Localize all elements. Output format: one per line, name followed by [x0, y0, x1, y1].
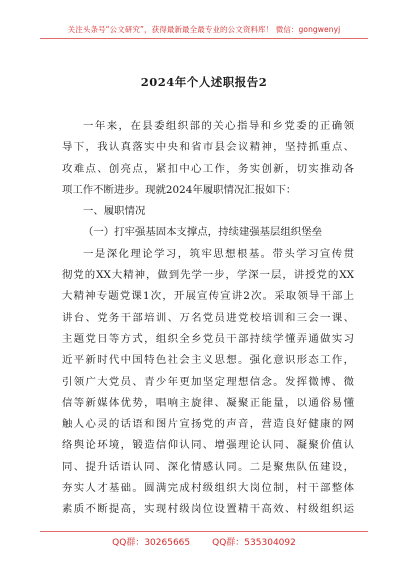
subsection-heading: （一）打牢强基固本支撑点，持续建强基层组织堡垒 — [83, 226, 322, 239]
section-heading: 一、履职情况 — [83, 205, 146, 218]
body-line: 讲台、党务干部培训、万名党员进党校培训和三会一课、 — [62, 311, 354, 324]
body-line: 导下，我认真落实中央和省市县会议精神，坚持抓重点、 — [62, 141, 354, 154]
body-line: 近平新时代中国特色社会主义思想。强化意识形态工作， — [62, 354, 354, 367]
body-line: 络舆论环境，锻造信仰认同、增强理论认同、凝聚价值认 — [62, 439, 354, 452]
body-line: 彻党的XX大精神，做到先学一步，学深一层，讲授党的XX — [62, 269, 354, 282]
body-line: 触人心灵的话语和图片宣扬党的声音，营造良好健康的网 — [62, 418, 354, 431]
body-line: 素质不断提高，实现村级岗位设置精干高效、村级组织运 — [62, 503, 354, 516]
body-line: 主题党日等方式，组织全乡党员干部持续学懂弄通做实习 — [62, 332, 354, 345]
body-line: 同、提升话语认同、深化情感认同。二是聚焦队伍建设， — [62, 460, 354, 473]
document-body — [62, 116, 354, 521]
footer — [0, 535, 408, 548]
body-line: 引领广大党员、青少年更加坚定理想信念。发挥微博、微 — [62, 375, 354, 388]
body-line: 大精神专题党课1次，开展宣传宣讲2次。采取领导干部上 — [62, 290, 354, 303]
header-banner: 关注头条号“公文研究”，获得最新最全最专业的公文资料库！ 微信：gongwenyj — [67, 25, 341, 34]
footer-qq-group-1: QQ群：30265665 — [112, 538, 191, 548]
body-line: 一年来，在县委组织部的关心指导和乡党委的正确领 — [83, 120, 354, 132]
header-divider — [40, 38, 368, 39]
body-line: 一是深化理论学习，筑牢思想根基。带头学习宣传贯 — [83, 247, 354, 260]
body-line: 信等新媒体优势，唱响主旋律、凝聚正能量，以通俗易懂 — [62, 396, 354, 409]
body-line: 攻难点、创亮点，紧扣中心工作，务实创新，切实推动各 — [62, 162, 354, 175]
footer-divider — [40, 531, 368, 532]
footer-qq-group-2: QQ群：535304092 — [212, 538, 296, 548]
document-title: 2024年个人述职报告2 — [140, 75, 268, 89]
body-line: 项工作不断进步。现就2024年履职情况汇报如下： — [62, 183, 297, 196]
body-line: 夯实人才基础。圆满完成村级组织大岗位制，村干部整体 — [62, 482, 354, 495]
